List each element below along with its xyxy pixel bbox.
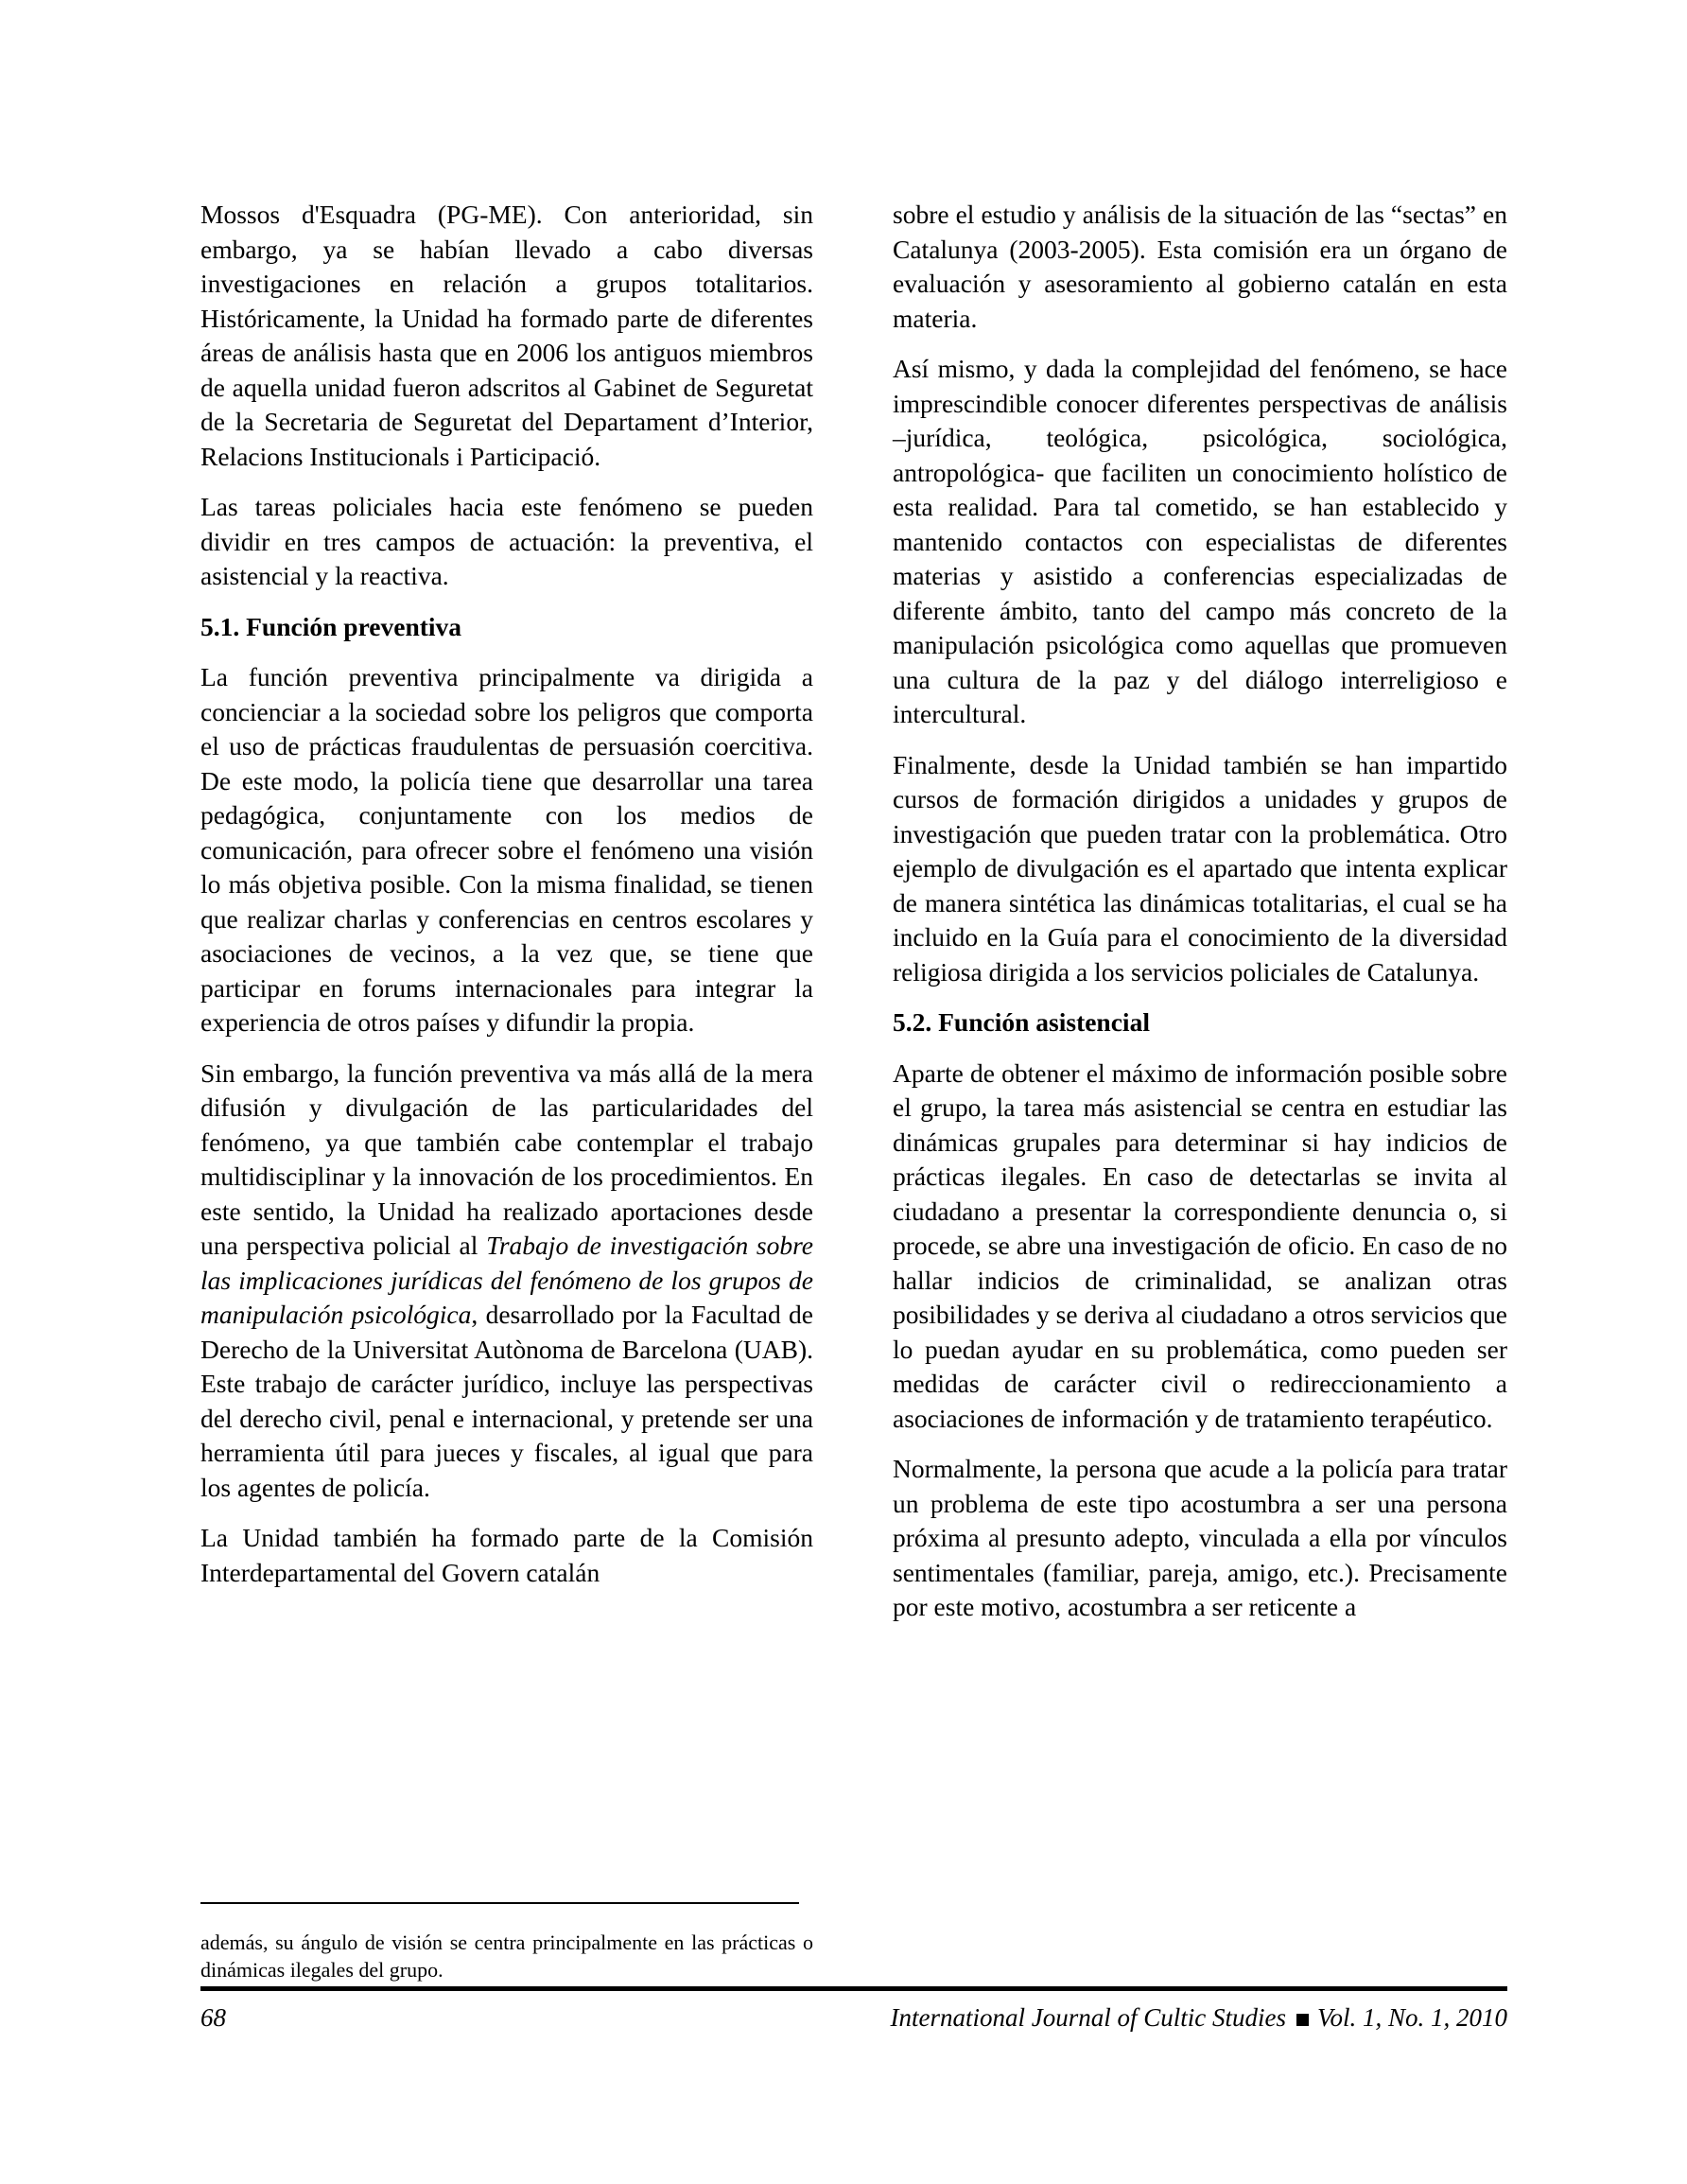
text-run: La función preventiva principalmente va dirigida a concienciar a la sociedad sobre los peligros que comporta el uso de prácticas fraudulentas de persuasión coercitiva. De este modo, la policía tiene que desarrollar una tarea pedagógica, conjuntamente con los medios de comunicación, para ofrecer sobre el fenómeno una visión lo más objetiva posible. Con la misma finalidad, se tienen que realizar charlas y conferencias en centros escolares y asociaciones de vecinos, a la vez que, se tiene que participar en forums internacionales para integrar la experiencia de otros países y difundir la propia. [200, 662, 813, 1037]
paragraph [893, 748, 1507, 990]
footnote-block [200, 1902, 813, 1983]
text-run: Mossos d'Esquadra (PG-ME). Con anterioridad, sin embargo, ya se habían llevado a cabo diversas investigaciones en relación a grupos totalitarios. Históricamente, la Unidad ha formado parte de diferentes áreas de análisis hasta que en 2006 los antiguos miembros de aquella unidad fueron adscritos al Gabinet de Seguretat de la Secretaria de Seguretat del Departament d’Interior, Relacions Institucionals i Participació. [200, 200, 813, 471]
journal-title: International Journal of Cultic Studies [890, 2003, 1286, 2032]
text-run: 5.2. Función asistencial [893, 1007, 1150, 1037]
paragraph [893, 1452, 1507, 1625]
text-run: La Unidad también ha formado parte de la Comisión Interdepartamental del Govern catalán [200, 1523, 813, 1587]
paragraph [200, 660, 813, 1040]
square-bullet-icon [1296, 2014, 1309, 2026]
italic-work-title: Trabajo de investigación sobre las implicaciones jurídicas del fenómeno de los grupos de manipulación psicológica [200, 1231, 813, 1329]
paragraph [893, 198, 1507, 336]
text-run: , desarrollado por la Facultad de Derecho de la Universitat Autònoma de Barcelona (UAB). Este trabajo de carácter jurídico, incluye las perspectivas del derecho civil, penal e internacional, y pretende ser una herramienta útil para jueces y fiscales, al igual que para los agentes de policía. [200, 1300, 813, 1502]
paragraph [200, 1521, 813, 1590]
page-number: 68 [200, 2003, 226, 2032]
paragraph [200, 198, 813, 474]
footnote-separator-rule [200, 1902, 799, 1904]
section-heading [200, 610, 813, 645]
section-heading [893, 1005, 1507, 1040]
paragraph [200, 490, 813, 594]
paragraph [893, 1057, 1507, 1437]
text-run: sobre el estudio y análisis de la situación de las “sectas” en Catalunya (2003-2005). Esta comisión era un órgano de evaluación y asesoramiento al gobierno catalán en esta materia. [893, 200, 1507, 333]
text-run: Sin embargo, la función preventiva va más allá de la mera difusión y divulgación de las particularidades del fenómeno, ya que también cabe contemplar el trabajo multidisciplinar y la innovación de los procedimientos. En este sentido, la Unidad ha realizado aportaciones desde una perspectiva policial al [200, 1057, 813, 1260]
right-text-column [893, 198, 1507, 1641]
footer-rule [200, 1986, 1507, 1991]
left-text-column [200, 198, 813, 1606]
page-footer [200, 2001, 1507, 2034]
text-run: 5.1. Función preventiva [200, 611, 462, 641]
text-run: Así mismo, y dada la complejidad del fenómeno, se hace imprescindible conocer diferentes perspectivas de análisis –jurídica, teológica, psicológica, sociológica, antropológica- que faciliten un conocimiento holístico de esta realidad. Para tal cometido, se han establecido y mantenido contactos con especialistas de diferentes materias y asistido a conferencias especializadas de diferente ámbito, tanto del campo más concreto de la manipulación psicológica como aquellas que promueven una cultura de la paz y del diálogo interreligioso e intercultural. [893, 354, 1507, 728]
paragraph [893, 352, 1507, 732]
text-run: Las tareas policiales hacia este fenómeno se pueden dividir en tres campos de actuación: la preventiva, el asistencial y la reactiva. [200, 492, 813, 590]
text-run: Normalmente, la persona que acude a la policía para tratar un problema de este tipo acostumbra a ser una persona próxima al presunto adepto, vinculada a ella por vínculos sentimentales (familiar, pareja, amigo, etc.). Precisamente por este motivo, acostumbra a ser reticente a [893, 1454, 1507, 1621]
text-run: Finalmente, desde la Unidad también se han impartido cursos de formación dirigidos a unidades y grupos de investigación que pueden tratar con la problemática. Otro ejemplo de divulgación es el apartado que intenta explicar de manera sintética las dinámicas totalitarias, el cual se ha incluido en la Guía para el conocimiento de la diversidad religiosa dirigida a los servicios policiales de Catalunya. [893, 749, 1507, 987]
paragraph [200, 1057, 813, 1506]
journal-citation [891, 2001, 1508, 2034]
footnote-text: además, su ángulo de visión se centra principalmente en las prácticas o dinámicas ilegales del grupo. [200, 1931, 813, 1982]
journal-issue: Vol. 1, No. 1, 2010 [1316, 2003, 1507, 2032]
text-run: Aparte de obtener el máximo de información posible sobre el grupo, la tarea más asistencial se centra en estudiar las dinámicas grupales para determinar si hay indicios de prácticas ilegales. En caso de detectarlas se invita al ciudadano a presentar la correspondiente denuncia o, si procede, se abre una investigación de oficio. En caso de no hallar indicios de criminalidad, se analizan otras posibilidades y se deriva al ciudadano a otros servicios que lo puedan ayudar en su problemática, como pueden ser medidas de carácter civil o redireccionamiento a asociaciones de información y de tratamiento terapéutico. [893, 1057, 1507, 1433]
